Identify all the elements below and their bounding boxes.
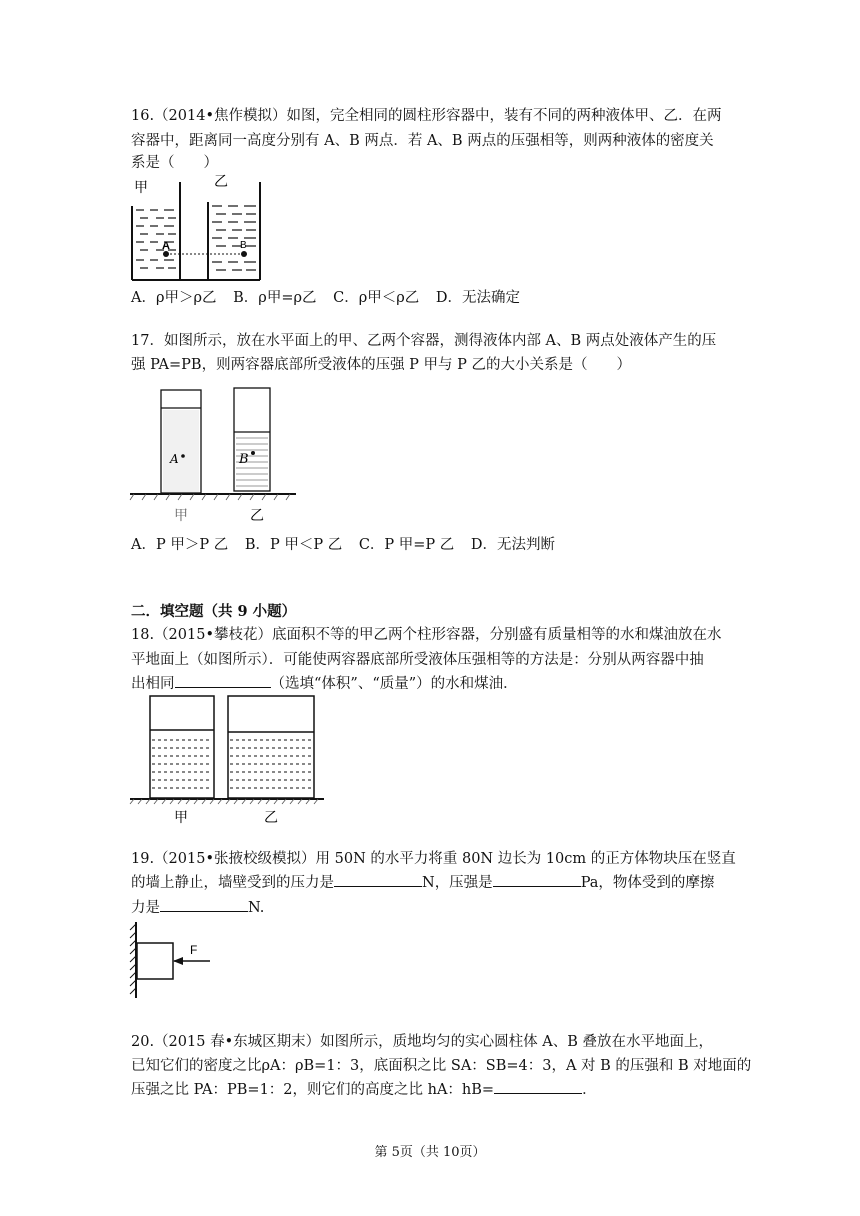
section-title-fill-in: 二．填空题（共 9 小题） bbox=[131, 603, 297, 620]
q17-option-c[interactable]: C．P 甲=P 乙 bbox=[358, 537, 455, 553]
q17-point-a bbox=[181, 454, 185, 458]
q18-line-1: 18.（2015•攀枝花）底面积不等的甲乙两个柱形容器，分别盛有质量相等的水和煤油放在水 bbox=[131, 627, 722, 643]
q20-text-b: ． bbox=[582, 1082, 597, 1098]
q19-line-1: 19.（2015•张掖校级模拟）用 50N 的水平力将重 80N 边长为 10cm 的正方体物块压在竖直 bbox=[131, 851, 736, 867]
q18-answer-blank[interactable] bbox=[175, 673, 271, 688]
q16-line-1: 16.（2014•焦作模拟）如图，完全相同的圆柱形容器中，装有不同的两种液体甲、乙．在两 bbox=[131, 108, 722, 124]
q16-line-3: 系是（ ） bbox=[131, 155, 218, 171]
q16-options bbox=[131, 288, 532, 308]
q17-figure bbox=[128, 384, 298, 526]
q19-block bbox=[137, 943, 173, 979]
q16-option-a[interactable]: A．ρ甲＞ρ乙 bbox=[131, 290, 217, 306]
q16-line-2: 容器中，距离同一高度分别有 A、B 两点．若 A、B 两点的压强相等，则两种液体的密度关 bbox=[131, 133, 714, 149]
q18-line-2: 平地面上（如图所示）．可能使两容器底部所受液体压强相等的方法是：分别从两容器中抽 bbox=[131, 652, 704, 668]
q17-option-b[interactable]: B．P 甲＜P 乙 bbox=[244, 537, 343, 553]
q16-point-a-label: A bbox=[162, 240, 170, 252]
q19-text-c: Pa，物体受到的摩擦 bbox=[580, 875, 715, 891]
q16-figure bbox=[128, 172, 268, 284]
q18-container-jia bbox=[150, 696, 214, 798]
q19-line-3 bbox=[131, 897, 264, 918]
q20-line-3 bbox=[131, 1079, 597, 1100]
q16-option-d[interactable]: D．无法确定 bbox=[435, 290, 521, 306]
q18-liquid-yi bbox=[230, 740, 312, 788]
q19-text-b: N，压强是 bbox=[422, 875, 493, 891]
q19-friction-blank[interactable] bbox=[160, 897, 248, 912]
q19-text-e: N. bbox=[248, 900, 265, 916]
q19-figure bbox=[126, 920, 216, 1002]
q19-text-d: 力是 bbox=[131, 900, 160, 916]
q17-liquid-jia bbox=[163, 410, 199, 492]
q16-point-b-label: B bbox=[240, 240, 247, 251]
page-footer: 第 5页（共 10页） bbox=[374, 1145, 486, 1160]
q19-pressure-blank[interactable] bbox=[493, 872, 581, 887]
q17-label-jia: 甲 bbox=[174, 508, 188, 524]
q19-force-arrowhead bbox=[173, 957, 183, 965]
q18-label-jia: 甲 bbox=[174, 810, 188, 826]
q18-liquid-jia bbox=[152, 740, 212, 788]
q17-label-yi: 乙 bbox=[250, 508, 264, 524]
q16-option-b[interactable]: B．ρ甲=ρ乙 bbox=[233, 290, 317, 306]
q20-line-2: 已知它们的密度之比ρA：ρB=1：3，底面积之比 SA：SB=4：3，A 对 B 的压强和 B 对地面的 bbox=[131, 1058, 752, 1074]
q16-liquid-yi bbox=[212, 206, 256, 270]
q16-point-b bbox=[241, 251, 247, 257]
q17-line-2: 强 PA=PB，则两容器底部所受液体的压强 P 甲与 P 乙的大小关系是（ ） bbox=[131, 357, 632, 373]
q18-text-a: 出相同 bbox=[131, 676, 175, 692]
q17-point-b-label: B bbox=[239, 452, 249, 467]
q20-line-1: 20.（2015 春•东城区期末）如图所示，质地均匀的实心圆柱体 A、B 叠放在水平地面上， bbox=[131, 1034, 713, 1050]
q19-pressure-force-blank[interactable] bbox=[334, 872, 422, 887]
q19-force-label: F bbox=[190, 943, 198, 957]
q20-text-a: 压强之比 PA：PB=1：2，则它们的高度之比 hA：hB= bbox=[131, 1082, 495, 1098]
q17-options bbox=[131, 535, 567, 555]
q18-line-3 bbox=[131, 673, 518, 694]
q16-option-c[interactable]: C．ρ甲＜ρ乙 bbox=[333, 290, 420, 306]
q18-text-b: （选填“体积”、“质量”）的水和煤油． bbox=[270, 676, 518, 692]
q17-point-b bbox=[251, 451, 255, 455]
q18-container-yi bbox=[228, 696, 314, 798]
q19-text-a: 的墙上静止，墙壁受到的压力是 bbox=[131, 875, 334, 891]
q17-container-yi bbox=[234, 388, 270, 491]
q16-liquid-jia bbox=[136, 210, 176, 268]
q17-line-1: 17．如图所示，放在水平面上的甲、乙两个容器，测得液体内部 A、B 两点处液体产生的压 bbox=[131, 333, 717, 349]
q16-label-jia: 甲 bbox=[134, 180, 148, 196]
q16-label-yi: 乙 bbox=[214, 174, 228, 190]
q18-label-yi: 乙 bbox=[264, 810, 278, 826]
q19-line-2 bbox=[131, 872, 714, 893]
q18-figure bbox=[128, 692, 328, 828]
q20-height-ratio-blank[interactable] bbox=[494, 1079, 582, 1094]
q17-option-d[interactable]: D．无法判断 bbox=[470, 537, 556, 553]
q17-point-a-label: A bbox=[170, 452, 179, 466]
q17-option-a[interactable]: A．P 甲＞P 乙 bbox=[131, 537, 229, 553]
